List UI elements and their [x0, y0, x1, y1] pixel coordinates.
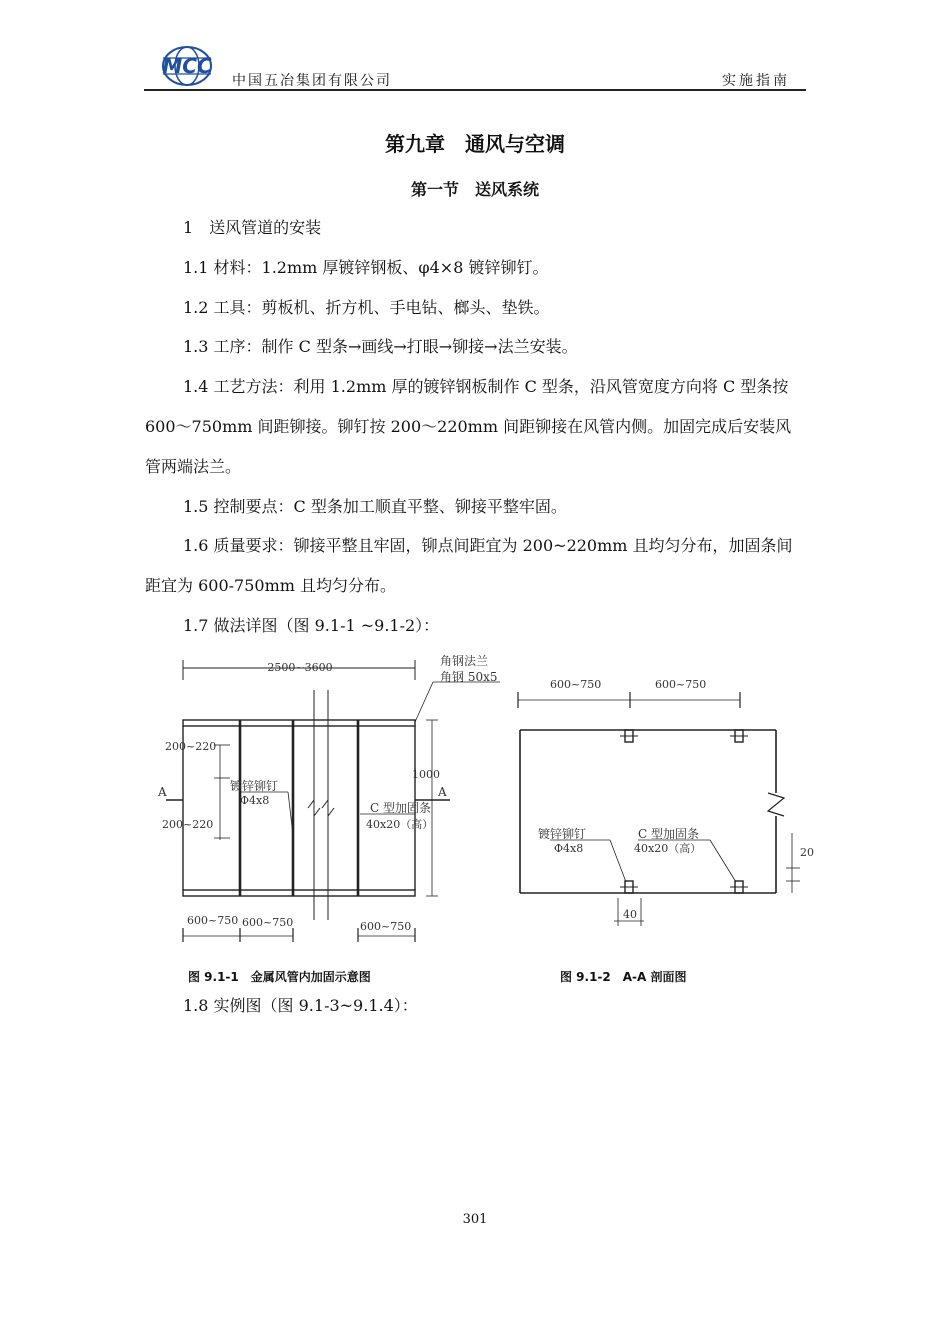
label-flange: 角钢法兰: [440, 654, 489, 668]
section-mark-left: A: [158, 785, 167, 799]
label-c-bar: C 型加固条: [638, 827, 699, 841]
dim-bottom-1: 600~750: [187, 914, 239, 927]
paragraph-1-1: 1.1 材料：1.2mm 厚镀锌钢板、φ4×8 镀锌铆钉。: [183, 258, 549, 277]
section-title: 第一节 送风系统: [410, 180, 539, 199]
figure-section-aa: [510, 668, 820, 938]
page-number: 301: [462, 1212, 488, 1227]
label-c-bar: C 型加固条: [370, 801, 431, 815]
dim-c-bar-width: 40: [623, 908, 637, 921]
company-name: 中国五冶集团有限公司: [232, 73, 392, 89]
section-mark-right: A: [438, 785, 447, 799]
paragraph-1-3: 1.3 工序：制作 C 型条→画线→打眼→铆接→法兰安装。: [183, 337, 578, 356]
document-type: 实施指南: [722, 73, 790, 89]
paragraph-1-5: 1.5 控制要点：C 型条加工顺直平整、铆接平整牢固。: [183, 497, 567, 516]
label-rivet: 镀锌铆钉: [230, 779, 279, 793]
dim-top-1: 600~750: [550, 678, 602, 691]
figure-2-caption: 图 9.1-2 A-A 剖面图: [560, 970, 687, 984]
svg-text:MCC: MCC: [162, 54, 212, 78]
dim-bottom-2: 600~750: [242, 916, 294, 929]
paragraph-1: 1 送风管道的安装: [183, 218, 322, 237]
dim-top-2: 600~750: [655, 678, 707, 691]
dim-rivet-spacing-1: 200~220: [165, 740, 217, 753]
dim-height: 1000: [412, 768, 440, 781]
label-rivet-spec: Φ4x8: [240, 794, 270, 807]
paragraph-1-7: 1.7 做法详图（图 9.1-1 ~9.1-2）：: [183, 616, 440, 635]
label-rivet-spec: Φ4x8: [554, 842, 584, 855]
figure-duct-reinforcement: [150, 650, 510, 950]
mcc-logo: [155, 44, 219, 88]
header-rule: [144, 89, 806, 91]
paragraph-1-6: 1.6 质量要求：铆接平整且牢固，铆点间距宜为 200~220mm 且均匀分布，加固条间距宜为 600-750mm 且均匀分布。: [145, 536, 793, 595]
dim-total: 2500~3600: [267, 661, 333, 674]
figure-1-caption: 图 9.1-1 金属风管内加固示意图: [188, 970, 371, 984]
paragraph-1-2: 1.2 工具：剪板机、折方机、手电钻、榔头、垫铁。: [183, 298, 550, 317]
chapter-title: 第九章 通风与空调: [385, 132, 565, 156]
paragraph-1-8: 1.8 实例图（图 9.1-3~9.1.4）：: [183, 996, 418, 1015]
dim-c-bar-height: 20: [800, 846, 814, 859]
paragraph-1-4: 1.4 工艺方法：利用 1.2mm 厚的镀锌钢板制作 C 型条，沿风管宽度方向将 C 型条按 600～750mm 间距铆接。铆钉按 200～220mm 间距铆接在风管内侧。加固完成后安装风管两端法兰。: [145, 377, 792, 476]
label-c-bar-spec: 40x20（高）: [634, 842, 702, 855]
label-c-bar-spec: 40x20（高）: [366, 818, 434, 831]
dim-rivet-spacing-2: 200~220: [162, 818, 214, 831]
dim-bottom-3: 600~750: [360, 920, 412, 933]
label-rivet: 镀锌铆钉: [538, 827, 587, 841]
label-flange-size: 角钢 50x5: [440, 670, 498, 684]
